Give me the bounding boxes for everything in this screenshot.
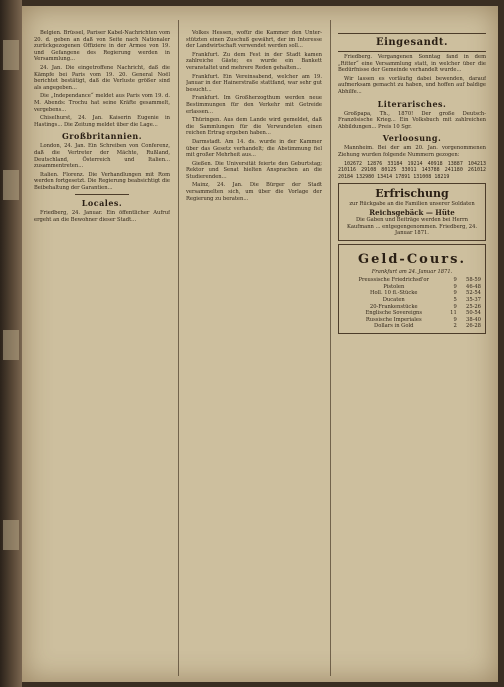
binding-scrap bbox=[3, 170, 19, 200]
exchange-cell: 38-40 bbox=[466, 316, 481, 323]
exchange-row bbox=[342, 290, 482, 297]
exchange-row bbox=[342, 304, 482, 311]
section-heading: Großbritannien. bbox=[61, 131, 143, 142]
article-paragraph: Volkes Hessen, wofür die Kammer den Unterstützten einen Zuschuß gewährt, der im Interesse der Landwirtschaft verwendet werden soll... bbox=[186, 30, 322, 50]
exchange-cell: 9 bbox=[453, 316, 457, 323]
advertisement-box bbox=[338, 183, 486, 240]
exchange-cell: Russische Imperiales bbox=[365, 316, 422, 323]
lottery-numbers: 102672 12876 33184 19214 40918 13887 104213 210116 29108 80125 33011 143788 241180 261012 20184 132980 13414 17891 131008 18219 bbox=[338, 160, 486, 180]
column-rule bbox=[330, 20, 331, 676]
exchange-cell: 52-54 bbox=[466, 290, 481, 297]
article-paragraph: Frankfurt. Zu dem Fest in der Stadt kamen zahlreiche Gäste; es wurde ein Bankett veranstaltet und mehrere Reden gehalten... bbox=[186, 51, 322, 71]
column-rule bbox=[178, 20, 179, 676]
section-heading: Verloosung. bbox=[382, 133, 442, 144]
article-paragraph: Italien. Florenz. Die Verhandlungen mit Rom werden fortgesetzt. Die Regierung beabsichtigt die Beibehaltung der Garantien... bbox=[34, 171, 170, 191]
exchange-cell: Preussische Friedrichsd'or bbox=[358, 277, 430, 284]
exchange-cell: Dollars in Gold bbox=[374, 323, 414, 330]
article-paragraph: Darmstadt. Am 14. ds. wurde in der Kammer über das Gesetz verhandelt; die Abstimmung fiel mit großer Mehrheit aus... bbox=[186, 138, 322, 159]
exchange-cell: 9 bbox=[453, 283, 457, 290]
exchange-cell: 2 bbox=[453, 323, 457, 330]
article-paragraph: Mainz, 24. Jan. Die Bürger der Stadt versammelten sich, um über die Vorlage der Regierung zu beraten... bbox=[186, 182, 322, 202]
section-heading: Locales. bbox=[81, 198, 123, 209]
exchange-cell: 58-59 bbox=[466, 277, 481, 284]
exchange-row bbox=[342, 284, 482, 291]
section-separator bbox=[75, 194, 129, 195]
exchange-cell: 9 bbox=[453, 277, 457, 284]
exchange-cell: Holl. 10 fl.-Stücke bbox=[370, 290, 418, 297]
ad-body: Die Gaben und Beiträge werden bei Herrn Kaufmann ... entgegengenommen. Friedberg, 24. Januar 1871. bbox=[346, 216, 478, 237]
exchange-cell: 46-48 bbox=[466, 283, 481, 290]
article-paragraph: Gießen. Die Universität feierte den Geburtstag; Rektor und Senat hielten Ansprachen an die Studierenden... bbox=[186, 160, 322, 180]
article-paragraph: Mannheim. Bei der am 20. Jan. vorgenommenen Ziehung wurden folgende Nummern gezogen: bbox=[338, 145, 486, 158]
newspaper-page bbox=[22, 6, 498, 682]
exchange-cell: 35-37 bbox=[466, 297, 481, 304]
exchange-cell: 25-26 bbox=[466, 303, 481, 310]
exchange-cell: 26-28 bbox=[466, 323, 481, 330]
ad-title: Erfrischung bbox=[375, 187, 449, 201]
article-paragraph: Wir lassen es vorläufig dabei bewenden, darauf aufmerksam gemacht zu haben, und hoffen auf baldige Abhilfe... bbox=[338, 75, 486, 95]
column-1 bbox=[34, 30, 170, 676]
exchange-date: Frankfurt am 24. Januar 1871. bbox=[371, 268, 453, 275]
article-paragraph: Belgien. Brüssel, Pariser Kabel-Nachrichten vom 20. d. geben an daß von Seite nach Nationaler zurückgezogenen Offiziere in der Armee von 19. und Gefangene des Regierung werden in Versammlung... bbox=[34, 30, 170, 63]
article-paragraph: Die „Independance“ meldet aus Paris vom 19. d. M. Abends: Trochu hat seine Kräfte gesammelt, vergebens... bbox=[34, 93, 170, 113]
article-paragraph: Frankfurt. Im Großherzogthum werden neue Bestimmungen für den Verkehr mit Getreide erlassen... bbox=[186, 95, 322, 115]
exchange-row bbox=[342, 310, 482, 317]
ad-subtitle: Reichsgebäck — Hüte bbox=[369, 207, 455, 217]
ad-line: zur Rückgabe an die Familien unserer Soldaten bbox=[349, 201, 475, 208]
exchange-cell: 11 bbox=[450, 310, 457, 317]
exchange-row bbox=[342, 297, 482, 304]
binding-scrap bbox=[3, 330, 19, 360]
column-3 bbox=[338, 30, 486, 676]
exchange-title: Geld-Cours. bbox=[358, 251, 466, 267]
exchange-cell: 5 bbox=[453, 297, 457, 304]
article-paragraph: Friedberg, 24. Januar. Ein öffentlicher Aufruf ergeht an die Bewohner dieser Stadt... bbox=[34, 210, 170, 224]
exchange-rates-box bbox=[338, 244, 486, 334]
exchange-cell: Ducaten bbox=[382, 297, 405, 304]
book-binding bbox=[0, 0, 22, 687]
exchange-row bbox=[342, 323, 482, 330]
article-paragraph: 24. Jan. Die eingetroffene Nachricht, daß die Kämpfe bei Paris vom 19. 20. General Noël berichtet bestätigt, daß die Verluste größer sind als angegeben... bbox=[34, 64, 170, 91]
article-paragraph: London, 24. Jan. Ein Schreiben von Conferenz, daß die Vertreter der Mächte, Rußland, Deutschland, Österreich und Italien... zusammentreten... bbox=[34, 143, 170, 170]
binding-scrap bbox=[3, 520, 19, 550]
exchange-cell: 50-54 bbox=[466, 310, 481, 317]
exchange-cell: Pistolen bbox=[383, 283, 405, 290]
article-paragraph: Friedberg. Vergangenen Sonntag fand in dem „Ritter“ eine Versammlung statt, in welcher über die Bedürfnisse der Gemeinde verhandelt wurde... bbox=[338, 54, 486, 74]
binding-scrap bbox=[3, 40, 19, 70]
exchange-cell: 9 bbox=[453, 290, 457, 297]
exchange-cell: Englische Sovereigns bbox=[365, 310, 423, 317]
exchange-row bbox=[342, 277, 482, 284]
exchange-table bbox=[342, 277, 482, 330]
exchange-cell: 9 bbox=[453, 303, 457, 310]
exchange-cell: 20-Frankenstücke bbox=[369, 303, 418, 310]
article-paragraph: Großpapa, Th., 1870! Der große Deutsch-Französische Krieg... Ein Volksbuch mit zahlreichen Abbildungen... Preis 10 Sgr. bbox=[338, 110, 486, 130]
exchange-row bbox=[342, 317, 482, 324]
article-paragraph: Thüringen. Aus dem Lande wird gemeldet, daß die Sammlungen für die Verwundeten einen reichen Ertrag ergeben haben... bbox=[186, 117, 322, 137]
section-heading: Literarisches. bbox=[377, 98, 447, 109]
section-heading: Eingesandt. bbox=[338, 33, 486, 52]
article-paragraph: Frankfurt. Ein Vereinsabend, welcher am 19. Januar in der Hainerstraße stattfand, war sehr gut besucht... bbox=[186, 73, 322, 93]
article-paragraph: Chiselhurst, 24. Jan. Kaiserin Eugenie in Hastings... Die Zeitung meldet über die Lage... bbox=[34, 115, 170, 128]
column-2 bbox=[186, 30, 322, 676]
